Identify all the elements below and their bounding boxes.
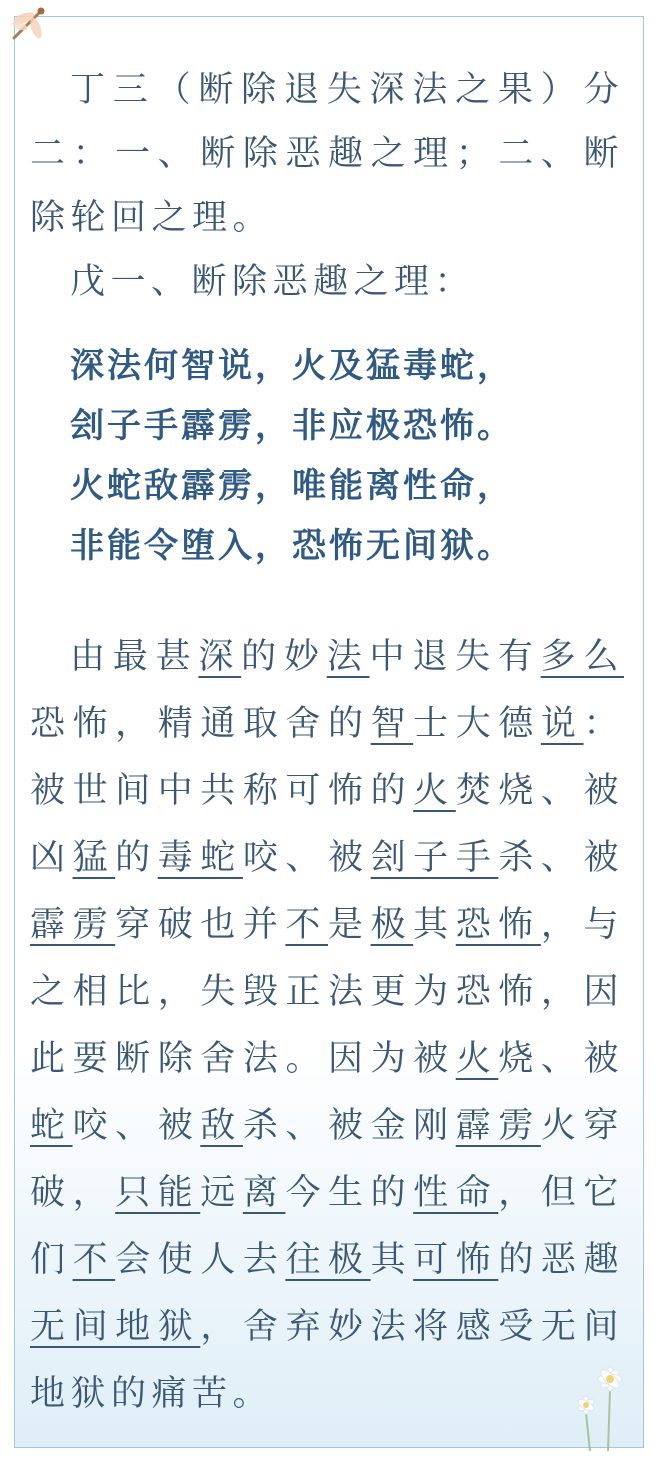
underlined-word: 智 <box>370 704 414 744</box>
underlined-word: 可怖 <box>413 1240 499 1280</box>
text-run: 烧、被 <box>498 1039 624 1079</box>
text-run: 中退失有 <box>369 637 541 677</box>
underlined-word: 极 <box>370 905 414 945</box>
underlined-word: 深 <box>198 637 242 677</box>
underlined-word: 火 <box>455 1039 499 1079</box>
text-run: 其 <box>413 905 456 945</box>
text-run: 咬、被 <box>72 1106 201 1146</box>
verse-line-4: 非能令堕入，恐怖无间狱。 <box>70 526 514 566</box>
underlined-word: 恐怖 <box>455 905 541 945</box>
text-run: 士大德 <box>413 704 541 744</box>
article-content <box>30 58 624 1428</box>
verse-line-3: 火蛇敌霹雳，唯能离性命， <box>70 466 514 506</box>
underlined-word: 不 <box>72 1240 116 1280</box>
underlined-word: 离 <box>242 1173 286 1213</box>
dragonfly-icon <box>6 4 52 44</box>
underlined-word: 火 <box>413 771 456 811</box>
text-run: 其 <box>370 1240 414 1280</box>
text-run: 恐怖，精通取舍的 <box>30 704 371 744</box>
text-run: ，舍弃妙法将感受无间地狱的痛苦。 <box>30 1307 624 1414</box>
text-run: ：被世间中共称可怖的 <box>30 704 624 811</box>
commentary-paragraph <box>30 624 624 1428</box>
text-run: 是 <box>328 905 371 945</box>
underlined-word: 无间地狱 <box>30 1307 201 1347</box>
subsection-heading: 戊一、断除恶趣之理： <box>70 262 476 302</box>
text-run: ，与之相比，失毁正法更为恐怖，因此要断除舍法。因为被 <box>30 905 624 1079</box>
text-run: 的恶趣 <box>498 1240 624 1280</box>
verse-line-2: 刽子手霹雳，非应极恐怖。 <box>70 406 514 446</box>
underlined-word: 往 <box>285 1240 329 1280</box>
text-run: 会使人去 <box>115 1240 286 1280</box>
text-run: 今生的 <box>285 1173 414 1213</box>
text-run: 远 <box>200 1173 243 1213</box>
underlined-word: 猛 <box>72 838 116 878</box>
section-heading: 丁三（断除退失深法之果）分二：一、断除恶趣之理；二、断除轮回之理。 <box>30 70 624 238</box>
text-run: 穿破也并 <box>115 905 286 945</box>
underlined-word: 说 <box>540 704 584 744</box>
underlined-word: 只能 <box>115 1173 201 1213</box>
underlined-word: 蛇 <box>30 1106 73 1146</box>
text-run: 的 <box>115 838 158 878</box>
underlined-word: 霹雳 <box>30 905 116 945</box>
verse-line-1: 深法何智说，火及猛毒蛇， <box>70 346 514 386</box>
verse-block <box>30 336 624 576</box>
underlined-word: 性命 <box>413 1173 499 1213</box>
underlined-word: 法 <box>326 637 370 677</box>
underlined-word: 多么 <box>540 637 624 677</box>
text-run: 由最甚 <box>70 637 199 677</box>
text-run: 焚烧、被凶 <box>30 771 624 878</box>
text-run: 咬、被 <box>242 838 371 878</box>
text-run: 杀、被金刚 <box>242 1106 456 1146</box>
underlined-word: 不 <box>285 905 328 945</box>
underlined-word: 极 <box>328 1240 371 1280</box>
underlined-word: 刽子手 <box>370 838 499 878</box>
text-run: 杀、被 <box>498 838 624 878</box>
text-run: 的妙 <box>241 637 327 677</box>
underlined-word: 霹雳 <box>455 1106 541 1146</box>
underlined-word: 毒蛇 <box>157 838 243 878</box>
text-run: 火穿破， <box>30 1106 624 1213</box>
underlined-word: 敌 <box>200 1106 243 1146</box>
text-run: ，但它们 <box>30 1173 624 1280</box>
